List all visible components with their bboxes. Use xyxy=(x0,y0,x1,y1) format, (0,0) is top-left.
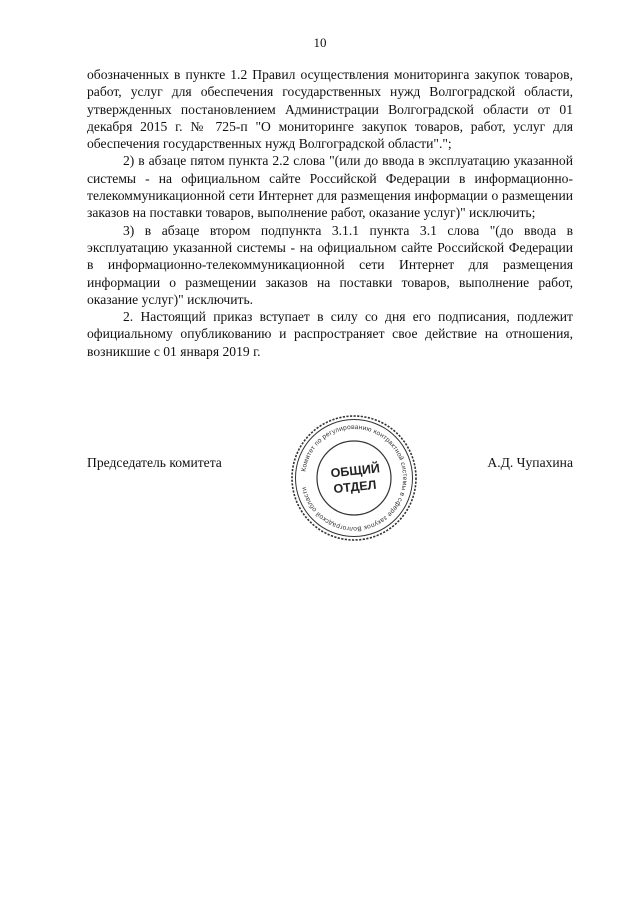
paragraph-item-2: 2) в абзаце пятом пункта 2.2 слова "(или до ввода в эксплуатацию указанной системы - на официальном сайте Российской Федерации в информационно-телекоммуникационной сети Интернет для размещения информации о размещении заказов на поставки товаров, выполнение работ, оказание услуг)" исключить; xyxy=(87,153,573,221)
stamp-seal-icon xyxy=(288,412,420,544)
page-number: 10 xyxy=(313,35,327,50)
signer-position: Председатель комитета xyxy=(87,455,222,470)
signer-name: А.Д. Чупахина xyxy=(487,455,573,470)
stamp-ring-text: Комитет по регулированию контрактной системы в сфере закупок Волгоградской области xyxy=(300,423,409,533)
official-stamp xyxy=(288,412,420,544)
stamp-center-line2: ОТДЕЛ xyxy=(332,477,378,497)
paragraph-effective-date: 2. Настоящий приказ вступает в силу со дня его подписания, подлежит официальному опубликованию и распространяет свое действие на отношения, возникшие с 01 января 2019 г. xyxy=(87,309,573,359)
stamp-center-line1: ОБЩИЙ xyxy=(329,461,381,481)
paragraph-continuation: обозначенных в пункте 1.2 Правил осуществления мониторинга закупок товаров, работ, услуг для обеспечения государственных нужд Волгоградской области, утвержденных постановлением Администрации Волгоградской области от 01 декабря 2015 г. № 725-п "О мониторинге закупок товаров, работ, услуг для обеспечения государственных нужд Волгоградской области"."; xyxy=(87,67,573,152)
document-body xyxy=(87,66,573,360)
paragraph-item-3: 3) в абзаце втором подпункта 3.1.1 пункта 3.1 слова "(до ввода в эксплуатацию указанной системы - на официальном сайте Российской Федерации в информационно-телекоммуникационной сети Интернет для размещения информации о размещении заказов на поставки товаров, выполнение работ, оказание услуг)" исключить. xyxy=(87,222,573,307)
